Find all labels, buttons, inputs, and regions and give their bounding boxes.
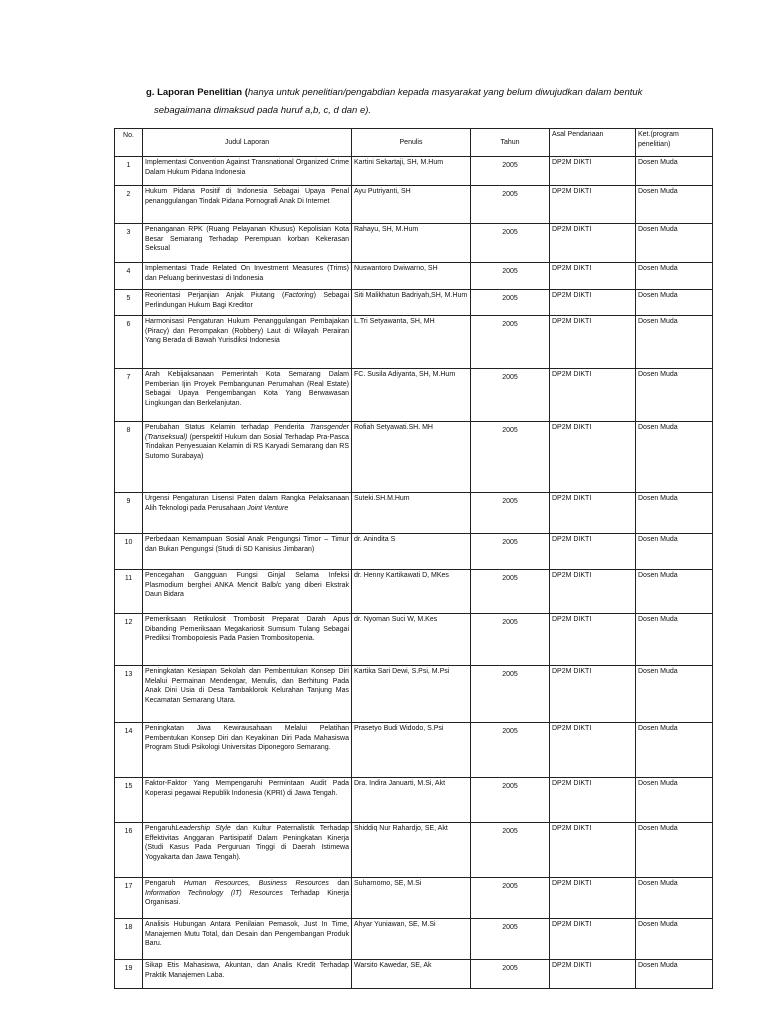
cell-year: 2005 <box>471 614 550 666</box>
cell-title: Perbedaan Kemampuan Sosial Anak Pengungsi Timor – Timur dan Bukan Pengungsi (Studi di SD Kanisius Jimbaran) <box>143 534 352 570</box>
cell-year: 2005 <box>471 570 550 614</box>
table-row <box>115 823 713 878</box>
cell-title: Pemeriksaan Retikulosit Trombosit Preparat Darah Apus Dibanding Pemeriksaan Megakariosit Sumsum Tulang Sebagai Prediksi Trombopoiesis Pada Pasien Trombositopenia. <box>143 614 352 666</box>
table-row <box>115 614 713 666</box>
cell-author: Prasetyo Budi Widodo, S.Psi <box>352 723 471 778</box>
cell-no: 2 <box>115 186 143 224</box>
cell-no: 9 <box>115 493 143 534</box>
heading-line-1 <box>146 84 646 102</box>
cell-remarks: Dosen Muda <box>636 534 713 570</box>
table-row <box>115 919 713 960</box>
table-row <box>115 224 713 263</box>
table-row <box>115 666 713 723</box>
cell-title <box>143 493 352 534</box>
cell-year: 2005 <box>471 369 550 422</box>
cell-remarks: Dosen Muda <box>636 823 713 878</box>
cell-author: L.Tri Setyawanta, SH, MH <box>352 316 471 369</box>
heading-line-2 <box>146 102 646 120</box>
cell-funding: DP2M DIKTI <box>550 666 636 723</box>
cell-title <box>143 290 352 316</box>
cell-remarks: Dosen Muda <box>636 369 713 422</box>
cell-author: Nuswantoro Dwiwarno, SH <box>352 263 471 290</box>
header-title: Judul Laporan <box>143 129 352 157</box>
cell-title: Peningkatan Jiwa Kewirausahaan Melalui Pelatihan Pembentukan Konsep Diri dan Keyakinan Diri Pada Mahasiswa Program Studi Psikologi Universitas Diponegoro Semarang. <box>143 723 352 778</box>
cell-year: 2005 <box>471 823 550 878</box>
title-italic-part: Joint Venture <box>247 504 289 512</box>
cell-author: Rahayu, SH, M.Hum <box>352 224 471 263</box>
cell-year: 2005 <box>471 290 550 316</box>
cell-funding: DP2M DIKTI <box>550 878 636 919</box>
cell-year: 2005 <box>471 919 550 960</box>
cell-year: 2005 <box>471 263 550 290</box>
cell-remarks: Dosen Muda <box>636 666 713 723</box>
title-part: Urgensi Pengaturan Lisensi Paten dalam Rangka Pelaksanaan Alih Teknologi pada Perusahaan <box>145 495 349 512</box>
cell-year: 2005 <box>471 960 550 989</box>
table-row <box>115 534 713 570</box>
cell-year: 2005 <box>471 157 550 186</box>
cell-author: dr. Nyoman Suci W, M.Kes <box>352 614 471 666</box>
cell-year: 2005 <box>471 878 550 919</box>
cell-title: Arah Kebijaksanaan Pemerintah Kota Semarang Dalam Pemberian Ijin Proyek Pembangunan Perumahan (Real Estate) Sebagai Upaya Pengembangan Kota Yang Berwawasan Lingkungan dan Berkelanjutan. <box>143 369 352 422</box>
cell-title: Penanganan RPK (Ruang Pelayanan Khusus) Kepolisian Kota Besar Semarang Terhadap Perempuan korban Kekerasan Seksual <box>143 224 352 263</box>
cell-funding: DP2M DIKTI <box>550 263 636 290</box>
cell-funding: DP2M DIKTI <box>550 493 636 534</box>
cell-no: 17 <box>115 878 143 919</box>
cell-title: Pencegahan Gangguan Fungsi Ginjal Selama Infeksi Plasmodium berghei ANKA Mencit Balb/c yang diberi Ekstrak Daun Bidara <box>143 570 352 614</box>
cell-author: Kartika Sari Dewi, S.Psi, M.Psi <box>352 666 471 723</box>
cell-author: Suteki.SH.M.Hum <box>352 493 471 534</box>
cell-funding: DP2M DIKTI <box>550 534 636 570</box>
cell-title: Analisis Hubungan Antara Penilaian Pemasok, Just In Time, Manajemen Mutu Total, dan Desain dan Pengembangan Produk Baru. <box>143 919 352 960</box>
cell-author: dr. Anindita S <box>352 534 471 570</box>
cell-remarks: Dosen Muda <box>636 224 713 263</box>
section-heading <box>146 84 646 120</box>
cell-title <box>143 422 352 493</box>
cell-no: 11 <box>115 570 143 614</box>
cell-title: Sikap Etis Mahasiswa, Akuntan, dan Analis Kredit Terhadap Praktik Manajemen Laba. <box>143 960 352 989</box>
table-row <box>115 778 713 823</box>
cell-year: 2005 <box>471 666 550 723</box>
header-author: Penulis <box>352 129 471 157</box>
title-part: Pengaruh <box>145 825 176 832</box>
table-row <box>115 878 713 919</box>
table-row <box>115 723 713 778</box>
title-part: dan <box>328 880 350 887</box>
cell-remarks: Dosen Muda <box>636 878 713 919</box>
cell-author: Kartini Sekartaji, SH, M.Hum <box>352 157 471 186</box>
cell-title: Implementasi Convention Against Transnational Organized Crime Dalam Hukum Pidana Indonesia <box>143 157 352 186</box>
cell-author: Dra. Indira Januarti, M.Si, Akt <box>352 778 471 823</box>
cell-remarks: Dosen Muda <box>636 960 713 989</box>
cell-author: Ayu Putriyanti, SH <box>352 186 471 224</box>
cell-year: 2005 <box>471 534 550 570</box>
title-italic-part: Leadership Style <box>175 825 231 832</box>
cell-author: FC. Susila Adiyanta, SH, M.Hum <box>352 369 471 422</box>
cell-no: 4 <box>115 263 143 290</box>
table-row <box>115 570 713 614</box>
cell-funding: DP2M DIKTI <box>550 614 636 666</box>
cell-title <box>143 823 352 878</box>
cell-funding: DP2M DIKTI <box>550 723 636 778</box>
header-remarks: Ket.(program penelitian) <box>636 129 713 157</box>
cell-funding: DP2M DIKTI <box>550 919 636 960</box>
cell-remarks: Dosen Muda <box>636 290 713 316</box>
cell-year: 2005 <box>471 723 550 778</box>
table-row <box>115 422 713 493</box>
cell-author: Siti Malikhatun Badriyah,SH, M.Hum <box>352 290 471 316</box>
cell-no: 18 <box>115 919 143 960</box>
title-italic-part: Factoring <box>284 292 314 299</box>
cell-remarks: Dosen Muda <box>636 493 713 534</box>
header-no: No. <box>115 129 143 157</box>
cell-year: 2005 <box>471 224 550 263</box>
cell-no: 15 <box>115 778 143 823</box>
cell-remarks: Dosen Muda <box>636 570 713 614</box>
table-row <box>115 960 713 989</box>
cell-funding: DP2M DIKTI <box>550 186 636 224</box>
cell-no: 1 <box>115 157 143 186</box>
title-part: dan Kultur Paternalistik Terhadap Effektivitas Anggaran Partisipatif Dalam Peningkatan Kinerja (Studi Kasus Pada Perguruan Tinggi di Daerah Istimewa Yogyakarta dan Jawa Tengah). <box>145 825 350 861</box>
cell-funding: DP2M DIKTI <box>550 290 636 316</box>
cell-author: Rofiah Setyawati.SH. MH <box>352 422 471 493</box>
table-row <box>115 186 713 224</box>
cell-author: Ahyar Yuniawan, SE, M.Si <box>352 919 471 960</box>
cell-no: 13 <box>115 666 143 723</box>
cell-funding: DP2M DIKTI <box>550 224 636 263</box>
cell-title: Faktor-Faktor Yang Mempengaruhi Permintaan Audit Pada Koperasi pegawai Republik Indonesia (KPRI) di Jawa Tengah. <box>143 778 352 823</box>
cell-no: 19 <box>115 960 143 989</box>
cell-remarks: Dosen Muda <box>636 614 713 666</box>
title-part: ) Sebagai Perlindungan Hukum Bagi Kreditor <box>145 292 350 309</box>
table-row <box>115 263 713 290</box>
cell-no: 5 <box>115 290 143 316</box>
header-year: Tahun <box>471 129 550 157</box>
title-part: Reorientasi Perjanjian Anjak Piutang ( <box>145 292 285 299</box>
cell-author: dr. Henny Kartikawati D, MKes <box>352 570 471 614</box>
cell-year: 2005 <box>471 316 550 369</box>
cell-no: 14 <box>115 723 143 778</box>
table-row <box>115 290 713 316</box>
table-row <box>115 316 713 369</box>
cell-year: 2005 <box>471 422 550 493</box>
cell-funding: DP2M DIKTI <box>550 778 636 823</box>
cell-funding: DP2M DIKTI <box>550 316 636 369</box>
cell-funding: DP2M DIKTI <box>550 960 636 989</box>
title-part: Pengaruh <box>145 880 184 887</box>
cell-funding: DP2M DIKTI <box>550 422 636 493</box>
cell-title <box>143 878 352 919</box>
cell-remarks: Dosen Muda <box>636 778 713 823</box>
header-funding: Asal Pendanaan <box>550 129 636 157</box>
cell-author: Shiddiq Nur Rahardjo, SE, Akt <box>352 823 471 878</box>
cell-author: Suharnomo, SE, M.Si <box>352 878 471 919</box>
cell-author: Warsito Kawedar, SE, Ak <box>352 960 471 989</box>
cell-no: 7 <box>115 369 143 422</box>
cell-title: Implementasi Trade Related On Investment Measures (Trims) dan Peluang berinvestasi di Indonesia <box>143 263 352 290</box>
cell-title: Peningkatan Kesiapan Sekolah dan Pembentukan Konsep Diri Melalui Permainan Mendengar, Menulis, dan Berhitung Pada Anak Dini Usia di Desa Tambaklorok Kelurahan Tanjung Mas Kecamatan Semarang Utara. <box>143 666 352 723</box>
title-part: Terhadap Kinerja Organisasi. <box>145 889 349 906</box>
cell-no: 12 <box>115 614 143 666</box>
cell-remarks: Dosen Muda <box>636 919 713 960</box>
cell-remarks: Dosen Muda <box>636 186 713 224</box>
cell-title: Hukum Pidana Positif di Indonesia Sebagai Upaya Penal penanggulangan Tindak Pidana Pornografi Anak Di Internet <box>143 186 352 224</box>
cell-remarks: Dosen Muda <box>636 263 713 290</box>
heading-line1-rest: hanya untuk penelitian/pengabdian kepada masyarakat yang belum diwujudkan dalam bentuk <box>247 87 643 98</box>
cell-funding: DP2M DIKTI <box>550 570 636 614</box>
cell-no: 10 <box>115 534 143 570</box>
cell-title: Harmonisasi Pengaturan Hukum Penanggulangan Pembajakan (Piracy) dan Perompakan (Robbery) Laut di Wilayah Perairan Yang Berada di Bawah Yurisdiksi Indonesia <box>143 316 352 369</box>
table-row <box>115 493 713 534</box>
table-header-row <box>115 129 713 157</box>
cell-remarks: Dosen Muda <box>636 723 713 778</box>
cell-funding: DP2M DIKTI <box>550 369 636 422</box>
cell-remarks: Dosen Muda <box>636 422 713 493</box>
title-part: (perspektif Hukum dan Sosial Terhadap Pra-Pasca Tindakan Penyesuaian Kelamin di RS Karyadi Semarang dan RS Sutomo Surabaya) <box>145 433 349 460</box>
cell-year: 2005 <box>471 778 550 823</box>
title-italic-part: Human Resources, Business Resources <box>183 880 329 887</box>
title-italic-part: Transgender (Transeksual) <box>145 424 349 441</box>
cell-funding: DP2M DIKTI <box>550 157 636 186</box>
title-part: Perubahan Status Kelamin terhadap Penderita <box>145 424 310 431</box>
report-table <box>114 128 713 989</box>
table-row <box>115 157 713 186</box>
cell-no: 8 <box>115 422 143 493</box>
cell-no: 3 <box>115 224 143 263</box>
heading-line2-text: sebagaimana dimaksud pada huruf a,b, c, d dan e). <box>154 105 372 116</box>
heading-prefix: g. Laporan Penelitian ( <box>146 87 248 98</box>
cell-no: 16 <box>115 823 143 878</box>
cell-no: 6 <box>115 316 143 369</box>
cell-remarks: Dosen Muda <box>636 316 713 369</box>
title-italic-part: Information Technology (IT) Resources <box>145 889 283 897</box>
cell-remarks: Dosen Muda <box>636 157 713 186</box>
cell-year: 2005 <box>471 493 550 534</box>
cell-funding: DP2M DIKTI <box>550 823 636 878</box>
cell-year: 2005 <box>471 186 550 224</box>
table-row <box>115 369 713 422</box>
